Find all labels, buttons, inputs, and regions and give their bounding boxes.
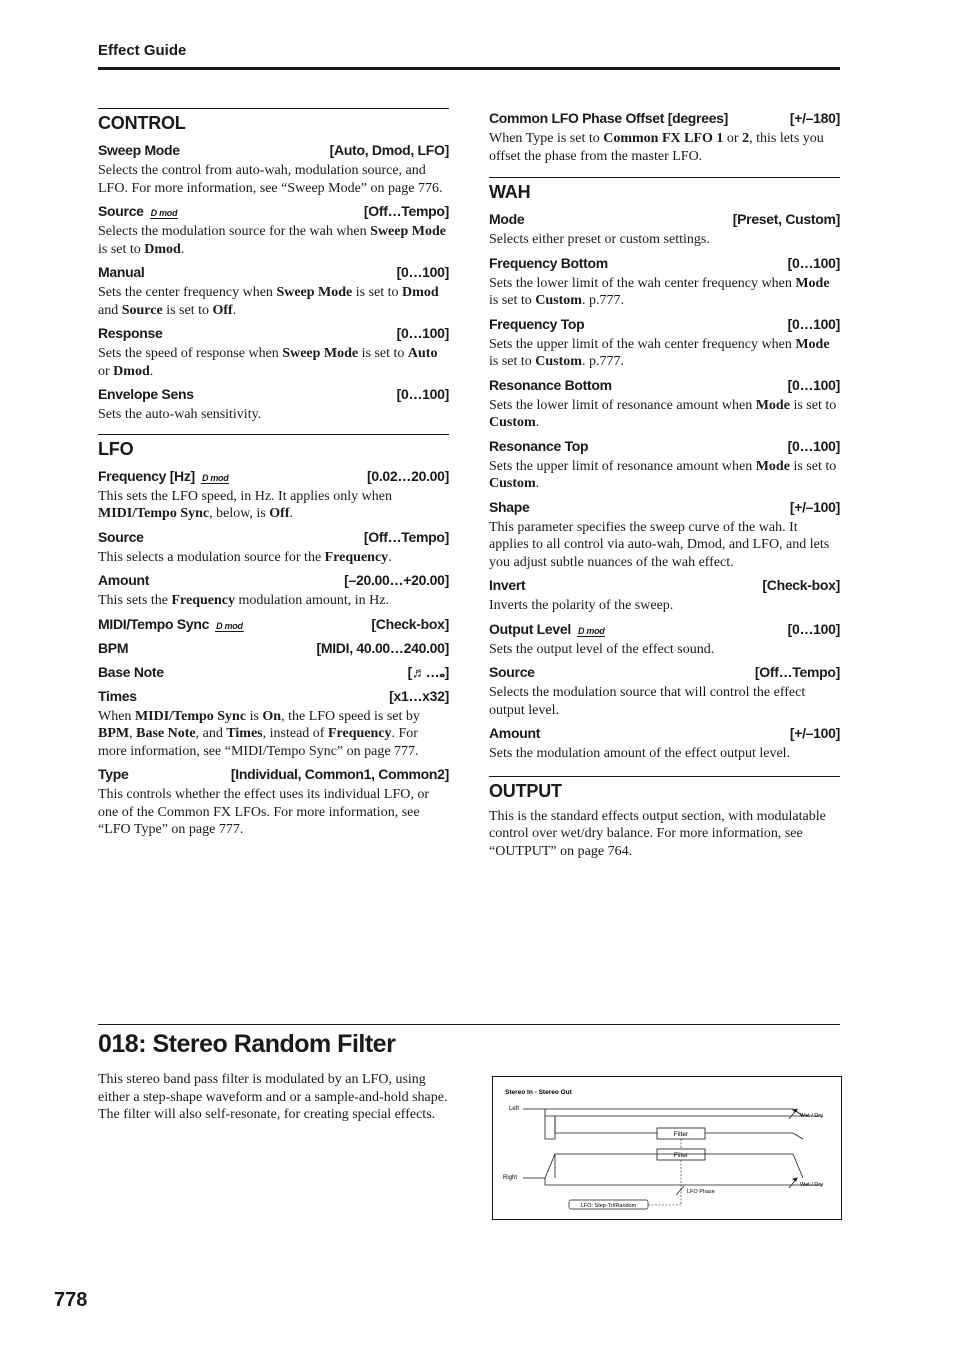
parameter-name (98, 201, 178, 221)
parameter-entry (98, 570, 449, 610)
parameter-range: [+/–100] (789, 725, 840, 741)
param-list (489, 108, 840, 165)
parameter-name-text: Base Note (98, 663, 164, 680)
parameter-entry (98, 527, 449, 567)
parameter-name (489, 253, 608, 273)
parameter-range: [0…100] (396, 264, 449, 280)
lfo-section (98, 434, 449, 839)
section-rule (98, 434, 449, 435)
parameter-entry (98, 201, 449, 258)
parameter-entry (98, 638, 449, 658)
parameter-entry (489, 375, 840, 432)
left-column (98, 108, 449, 839)
parameter-range: [0…100] (787, 376, 840, 393)
parameter-name-text: Invert (489, 577, 526, 593)
parameter-name-text: Resonance Top (489, 437, 589, 454)
output-description: This is the standard effects output section, with modulatable control over wet/dry balance. For more information, see “OUTPUT” on page 764. (489, 808, 826, 859)
control-section (98, 108, 449, 424)
parameter-range: [0…100] (787, 315, 840, 332)
parameter-name-text: Resonance Bottom (489, 376, 612, 393)
parameter-name-text: Common LFO Phase Offset [degrees] (489, 110, 729, 126)
parameter-row (98, 614, 449, 634)
parameter-row (98, 323, 449, 343)
parameter-name (98, 764, 128, 784)
param-list (98, 466, 449, 839)
parameter-range: [♬…𝅝] (407, 663, 449, 680)
parameter-name-text: Frequency Top (489, 315, 585, 332)
parameter-name-text: BPM (98, 639, 129, 656)
parameter-name (98, 614, 244, 634)
effect-description: This stereo band pass filter is modulated by an LFO, using either a step-shape waveform and or a sample-and-hold shape. The filter will also self-resonate, for creating special effects. (98, 1072, 448, 1122)
parameter-entry (98, 384, 449, 424)
effect-rule (98, 1024, 840, 1025)
diagram-title: Stereo In - Stereo Out (505, 1089, 572, 1096)
left-label: Left (509, 1106, 520, 1112)
parameter-name (489, 375, 612, 395)
parameter-name (98, 686, 137, 706)
parameter-row (489, 314, 840, 334)
dmod-icon: D mod (577, 625, 605, 636)
parameter-row (489, 723, 840, 743)
parameter-description: Selects the modulation source for the wah when Sweep Mode is set to Dmod. (98, 224, 446, 257)
parameter-name (489, 209, 524, 229)
parameter-description: This sets the LFO speed, in Hz. It applies only when MIDI/Tempo Sync, below, is Off. (98, 488, 392, 521)
parameter-range: [Auto, Dmod, LFO] (329, 142, 449, 158)
parameter-name-text: Times (98, 687, 137, 704)
parameter-range: [Check-box] (762, 577, 840, 593)
parameter-description: Sets the speed of response when Sweep Mode is set to Auto or Dmod. (98, 346, 438, 379)
output-section (489, 776, 840, 861)
parameter-range: [0…100] (787, 620, 840, 637)
parameter-row (489, 209, 840, 229)
parameter-description: Sets the lower limit of the wah center frequency when Mode is set to Custom. p.777. (489, 275, 830, 308)
parameter-name-text: Mode (489, 211, 525, 227)
parameter-range: [–20.00…+20.00] (344, 572, 449, 588)
parameter-entry (489, 209, 840, 249)
parameter-description: Inverts the polarity of the sweep. (489, 598, 674, 613)
parameter-entry (489, 436, 840, 493)
parameter-entry (489, 314, 840, 371)
parameter-name-text: Source (98, 203, 144, 219)
parameter-name (489, 314, 584, 334)
section-title-wah: WAH (489, 182, 531, 202)
wet-dry-label-1: Wet / Dry (800, 1113, 823, 1119)
dmod-icon: D mod (216, 620, 243, 631)
parameter-entry (98, 323, 449, 380)
parameter-name (489, 575, 525, 595)
parameter-entry (489, 497, 840, 572)
parameter-range: [Off…Tempo] (363, 528, 449, 545)
parameter-range: [x1…x32] (389, 687, 449, 704)
section-title-output: OUTPUT (489, 780, 562, 801)
parameter-description: Sets the auto-wah sensitivity. (98, 407, 262, 422)
parameter-name (98, 638, 128, 658)
parameter-description: Selects either preset or custom settings. (489, 232, 710, 247)
section-rule (489, 177, 840, 178)
effect-title: 018: Stereo Random Filter (98, 1030, 396, 1058)
parameter-entry (489, 619, 840, 659)
parameter-entry (98, 140, 449, 197)
page-number: 778 (54, 1289, 88, 1311)
parameter-row (489, 497, 840, 517)
parameter-name-text: Output Level (489, 620, 571, 637)
section-title-lfo: LFO (98, 438, 134, 459)
parameter-name (489, 723, 540, 743)
parameter-row (489, 253, 840, 273)
parameter-range: [MIDI, 40.00…240.00] (316, 639, 449, 656)
parameter-name-text: Frequency [Hz] (98, 467, 195, 484)
wet-dry-label-2: Wet / Dry (800, 1182, 823, 1188)
parameter-row (98, 384, 449, 404)
parameter-row (98, 466, 449, 486)
parameter-name (98, 140, 180, 160)
parameter-row (489, 108, 840, 128)
parameter-row (489, 575, 840, 595)
lfo-phase-knob (676, 1186, 684, 1195)
param-list (98, 140, 449, 424)
parameter-description: Sets the modulation amount of the effect output level. (489, 746, 791, 761)
parameter-name-text: MIDI/Tempo Sync (98, 615, 210, 632)
wet-dry-mixer-1 (789, 1109, 797, 1119)
parameter-row (98, 662, 449, 682)
right-column (489, 108, 840, 860)
parameter-description: When Type is set to Common FX LFO 1 or 2, this lets you offset the phase from the master LFO. (489, 131, 824, 164)
parameter-name (98, 527, 144, 547)
parameter-entry (98, 466, 449, 523)
parameter-range: [Off…Tempo] (754, 664, 840, 680)
parameter-entry (489, 108, 840, 165)
parameter-range: [Individual, Common1, Common2] (230, 766, 449, 782)
parameter-row (98, 686, 449, 706)
parameter-row (98, 527, 449, 547)
parameter-row (98, 764, 449, 784)
parameter-row (98, 262, 449, 282)
parameter-name (98, 466, 229, 486)
parameter-description: Selects the control from auto-wah, modulation source, and LFO. For more information, see “Sweep Mode” on page 776. (98, 163, 443, 196)
parameter-row (98, 570, 449, 590)
parameter-name (98, 570, 149, 590)
parameter-row (98, 140, 449, 160)
parameter-name (98, 662, 164, 682)
parameter-name (489, 497, 530, 517)
parameter-entry (98, 764, 449, 839)
filter-label-1: Filter (673, 1131, 689, 1138)
parameter-name (489, 436, 588, 456)
parameter-name (489, 619, 605, 639)
parameter-range: [0.02…20.00] (366, 467, 449, 484)
parameter-name-text: Source (98, 528, 144, 545)
diagram-svg (493, 1077, 841, 1219)
parameter-name-text: Shape (489, 498, 530, 515)
filter-label-2: Filter (673, 1152, 689, 1159)
parameter-range: [0…100] (787, 437, 840, 454)
parameter-name (98, 323, 163, 343)
parameter-range: [Preset, Custom] (732, 211, 840, 227)
parameter-entry (98, 686, 449, 761)
parameter-name-text: Frequency Bottom (489, 254, 608, 271)
parameter-description: This selects a modulation source for the Frequency. (98, 549, 392, 565)
lfo-box-label: LFO: Step-Tri/Random (580, 1203, 637, 1209)
parameter-name-text: Type (98, 766, 129, 782)
parameter-name-text: Manual (98, 264, 145, 280)
parameter-description: This sets the Frequency modulation amount, in Hz. (98, 593, 389, 608)
lfo-continued-section (489, 108, 840, 165)
wet-dry-mixer-2 (789, 1178, 797, 1188)
parameter-entry (489, 575, 840, 615)
parameter-row (489, 662, 840, 682)
parameter-name-text: Amount (98, 572, 150, 588)
wah-section (489, 177, 840, 763)
section-title-control: CONTROL (98, 113, 186, 133)
header-rule (98, 67, 840, 70)
header-title: Effect Guide (98, 42, 187, 59)
parameter-description: Sets the lower limit of resonance amount when Mode is set to Custom. (489, 397, 837, 430)
parameter-name-text: Envelope Sens (98, 386, 194, 402)
parameter-range: [+/–180] (789, 110, 840, 126)
parameter-row (489, 436, 840, 456)
parameter-entry (489, 253, 840, 310)
parameter-row (489, 375, 840, 395)
parameter-entry (98, 662, 449, 682)
parameter-range: [Off…Tempo] (363, 203, 449, 219)
parameter-range: [+/–100] (789, 498, 840, 515)
parameter-name-text: Response (98, 325, 163, 341)
parameter-description: This parameter specifies the sweep curve of the wah. It applies to all control via auto-wah, Dmod, and LFO, and lets you adjust subtle nuances of the wah effect. (489, 519, 830, 570)
parameter-name (489, 662, 535, 682)
param-list (489, 209, 840, 763)
right-label: Right (503, 1175, 518, 1181)
parameter-row (98, 638, 449, 658)
section-rule (489, 776, 840, 777)
parameter-description: When MIDI/Tempo Sync is On, the LFO speed is set by BPM, Base Note, and Times, instead of Frequency. For more information, see “MIDI/Tempo Sync” on page 777. (98, 708, 420, 759)
parameter-range: [Check-box] (371, 615, 449, 632)
parameter-name-text: Sweep Mode (98, 142, 180, 158)
signal-flow-diagram (492, 1076, 842, 1220)
parameter-name (489, 108, 728, 128)
parameter-name-text: Source (489, 664, 535, 680)
parameter-description: Sets the upper limit of the wah center frequency when Mode is set to Custom. p.777. (489, 336, 830, 369)
parameter-entry (489, 662, 840, 719)
dmod-icon: D mod (201, 472, 229, 483)
parameter-range: [0…100] (396, 386, 449, 402)
parameter-entry (98, 614, 449, 634)
parameter-name-text: Amount (489, 725, 541, 741)
parameter-description: Selects the modulation source that will control the effect output level. (489, 685, 806, 718)
parameter-description: This controls whether the effect uses its individual LFO, or one of the Common FX LFOs. For more information, see “LFO Type” on page 777. (98, 787, 430, 837)
parameter-range: [0…100] (787, 254, 840, 271)
dmod-icon: D mod (150, 208, 178, 218)
parameter-name (98, 384, 194, 404)
parameter-row (98, 201, 449, 221)
section-rule (98, 108, 449, 109)
parameter-description: Sets the center frequency when Sweep Mode is set to Dmod and Source is set to Off. (98, 285, 439, 318)
lfo-phase-label: LFO Phase (687, 1189, 715, 1195)
parameter-name (98, 262, 144, 282)
parameter-description: Sets the output level of the effect sound. (489, 641, 715, 657)
parameter-range: [0…100] (396, 325, 449, 341)
parameter-entry (489, 723, 840, 763)
parameter-entry (98, 262, 449, 319)
parameter-description: Sets the upper limit of resonance amount when Mode is set to Custom. (489, 458, 837, 491)
parameter-row (489, 619, 840, 639)
